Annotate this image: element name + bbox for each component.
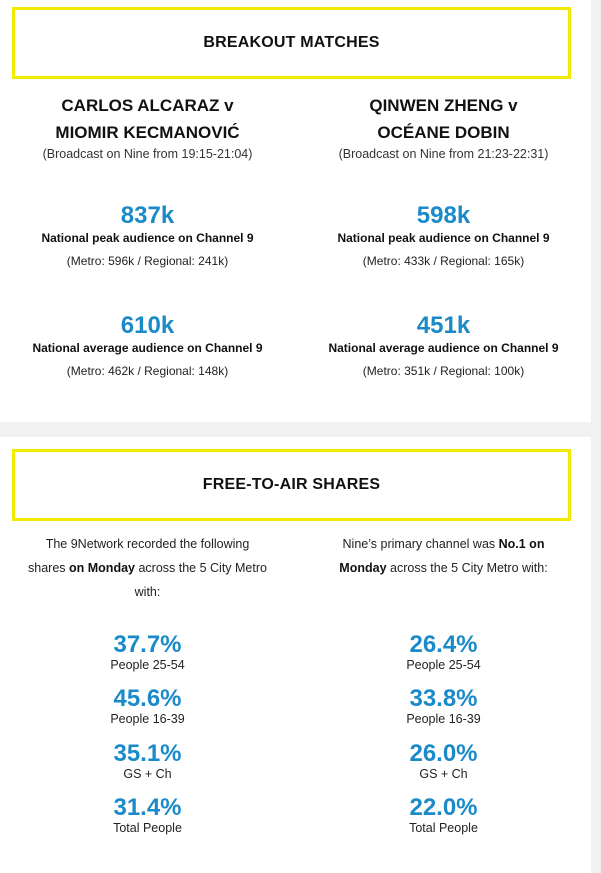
share-demographic: People 25-54 xyxy=(406,658,481,672)
peak-audience-label: National peak audience on Channel 9 xyxy=(41,231,254,245)
broadcast-time: (Broadcast on Nine from 21:23-22:31) xyxy=(338,147,549,161)
share-stat xyxy=(0,741,295,781)
average-audience-breakdown: (Metro: 462k / Regional: 148k) xyxy=(66,364,229,378)
share-stat xyxy=(296,632,591,672)
share-value: 31.4% xyxy=(113,794,182,821)
intro-line xyxy=(0,556,295,580)
peak-audience-breakdown: (Metro: 596k / Regional: 241k) xyxy=(66,254,229,268)
match-alcaraz-kecmanovic xyxy=(0,92,295,161)
peak-audience-value: 837k xyxy=(120,202,175,229)
network-shares-intro xyxy=(0,532,295,604)
average-audience-block xyxy=(0,313,295,378)
intro-text: across the 5 City Metro with: xyxy=(386,561,548,575)
share-value: 37.7% xyxy=(113,631,182,658)
intro-bold: on Monday xyxy=(69,561,135,575)
peak-audience-label: National peak audience on Channel 9 xyxy=(337,231,550,245)
match-title-line2: MIOMIR KECMANOVIĆ xyxy=(55,123,240,142)
share-stat xyxy=(0,632,295,672)
intro-text: Nine’s primary channel was xyxy=(342,537,499,551)
broadcast-time: (Broadcast on Nine from 19:15-21:04) xyxy=(42,147,253,161)
match-title-line1: CARLOS ALCARAZ v xyxy=(61,96,234,115)
intro-line xyxy=(296,556,591,580)
intro-text: shares xyxy=(28,561,70,575)
share-demographic: Total People xyxy=(409,821,478,835)
intro-line: with: xyxy=(134,585,161,599)
average-audience-label: National average audience on Channel 9 xyxy=(32,341,263,355)
share-value: 26.4% xyxy=(409,631,478,658)
share-value: 35.1% xyxy=(113,740,182,767)
share-value: 26.0% xyxy=(409,740,478,767)
average-audience-block xyxy=(296,313,591,378)
share-stat xyxy=(296,795,591,835)
peak-audience-breakdown: (Metro: 433k / Regional: 165k) xyxy=(362,254,525,268)
intro-bold: No.1 on xyxy=(498,537,545,551)
match-title-line1: QINWEN ZHENG v xyxy=(369,96,518,115)
intro-bold: Monday xyxy=(339,561,387,575)
average-audience-value: 451k xyxy=(416,312,471,339)
breakout-matches-heading: BREAKOUT MATCHES xyxy=(12,7,571,79)
peak-audience-block xyxy=(296,203,591,268)
share-demographic: People 25-54 xyxy=(110,658,185,672)
free-to-air-shares-heading: FREE-TO-AIR SHARES xyxy=(12,449,571,521)
share-value: 45.6% xyxy=(113,685,182,712)
match-zheng-dobin xyxy=(296,92,591,161)
share-stat xyxy=(0,686,295,726)
intro-text: across the 5 City Metro xyxy=(134,561,267,575)
share-demographic: People 16-39 xyxy=(406,712,481,726)
share-value: 22.0% xyxy=(409,794,478,821)
share-demographic: GS + Ch xyxy=(419,767,468,781)
average-audience-breakdown: (Metro: 351k / Regional: 100k) xyxy=(362,364,525,378)
peak-audience-block xyxy=(0,203,295,268)
share-stat xyxy=(296,686,591,726)
intro-line: The 9Network recorded the following xyxy=(45,537,250,551)
share-demographic: Total People xyxy=(113,821,182,835)
average-audience-label: National average audience on Channel 9 xyxy=(328,341,559,355)
share-demographic: GS + Ch xyxy=(123,767,172,781)
average-audience-value: 610k xyxy=(120,312,175,339)
match-title-line2: OCÉANE DOBIN xyxy=(377,123,510,142)
peak-audience-value: 598k xyxy=(416,202,471,229)
intro-line xyxy=(296,532,591,556)
free-to-air-shares-card xyxy=(0,437,591,873)
share-stat xyxy=(0,795,295,835)
primary-channel-intro xyxy=(296,532,591,580)
share-stat xyxy=(296,741,591,781)
breakout-matches-card xyxy=(0,0,591,422)
share-value: 33.8% xyxy=(409,685,478,712)
share-demographic: People 16-39 xyxy=(110,712,185,726)
